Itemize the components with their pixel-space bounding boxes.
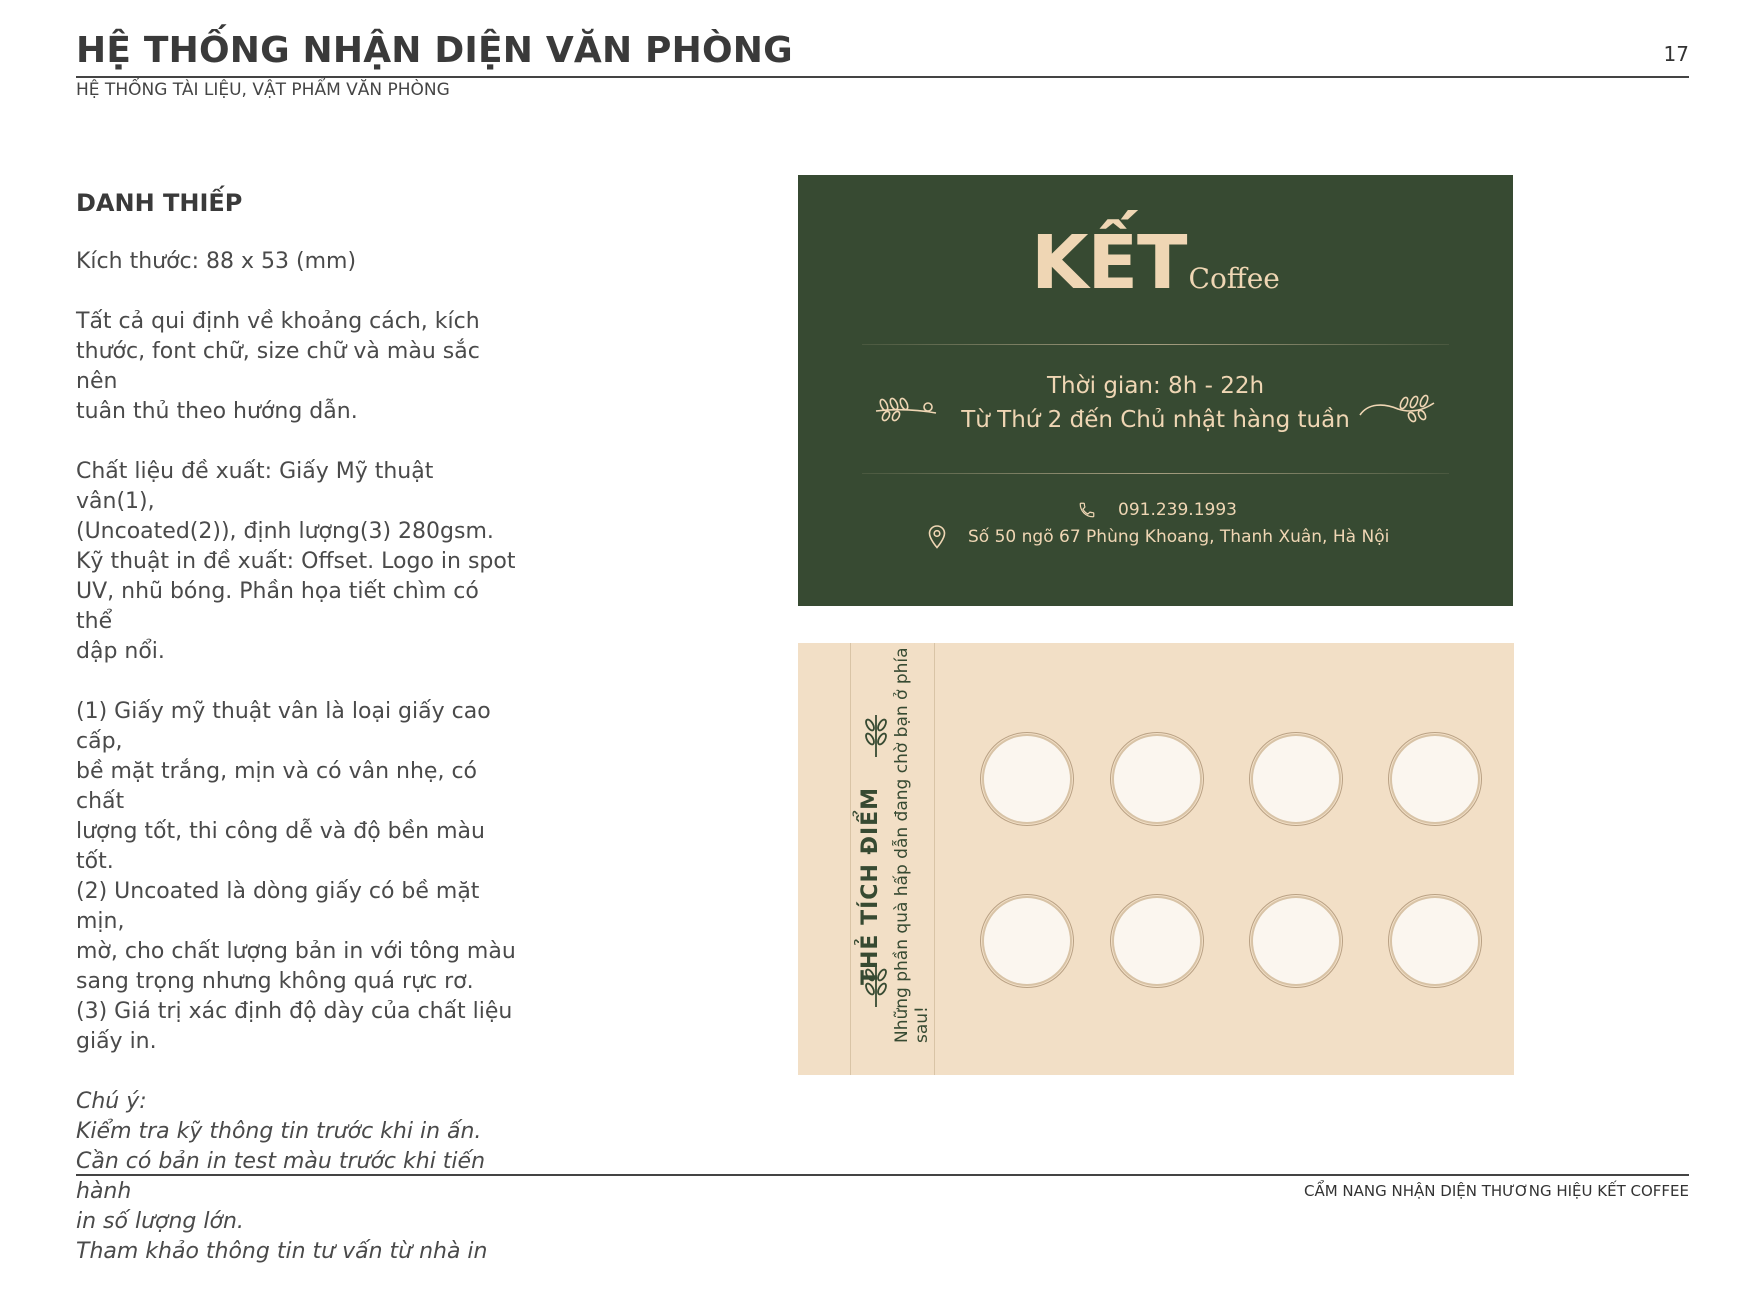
text-line: (2) Uncoated là dòng giấy có bề mặt mịn, (76, 879, 480, 934)
page-number: 17 (1663, 42, 1689, 66)
brand-logo (798, 220, 1513, 306)
text-line: UV, nhũ bóng. Phần họa tiết chìm có thể (76, 579, 479, 634)
text-line: Chất liệu đề xuất: Giấy Mỹ thuật vân(1), (76, 459, 434, 514)
loyalty-card-back (798, 643, 1514, 1075)
text-line: Tất cả qui định về khoảng cách, kích (76, 309, 480, 334)
stamp-slot (1392, 736, 1478, 822)
text-line: (3) Giá trị xác định độ dày của chất liệu (76, 999, 513, 1024)
logo-sub-text: Coffee (1188, 262, 1280, 295)
phone-number: 091.239.1993 (1118, 500, 1237, 520)
leaf-sprig-top-icon (863, 713, 889, 759)
phone-icon (1078, 501, 1096, 519)
card-divider-top (862, 344, 1449, 345)
description-column (76, 185, 516, 1297)
text-line: dập nổi. (76, 639, 165, 664)
address-text: Số 50 ngõ 67 Phùng Khoang, Thanh Xuân, Hà Nội (968, 527, 1390, 547)
text-line: tuân thủ theo hướng dẫn. (76, 399, 358, 424)
address-row (928, 525, 1389, 549)
loyalty-title: THẺ TÍCH ĐIỂM (858, 786, 883, 985)
text-line: Tham khảo thông tin tư vấn từ nhà in (76, 1239, 488, 1264)
stamp-slot (1392, 898, 1478, 984)
size-paragraph (76, 247, 516, 277)
location-pin-icon (928, 525, 946, 549)
text-line: mờ, cho chất lượng bản in với tông màu (76, 939, 516, 964)
page-title: HỆ THỐNG NHẬN DIỆN VĂN PHÒNG (76, 30, 793, 71)
stamp-slot (984, 736, 1070, 822)
stamp-slot (1114, 898, 1200, 984)
text-line: giấy in. (76, 1029, 157, 1054)
page-subtitle: HỆ THỐNG TÀI LIỆU, VẬT PHẨM VĂN PHÒNG (76, 80, 450, 100)
text-line: sang trọng nhưng không quá rực rơ. (76, 969, 474, 994)
loyalty-vertical-label (850, 643, 940, 1075)
stamp-slot (984, 898, 1070, 984)
card-divider-bottom (862, 473, 1449, 474)
material-paragraph (76, 457, 516, 667)
rules-paragraph (76, 307, 516, 427)
loyalty-subtitle: Những phần quà hấp dẫn đang chờ bạn ở phía sau! (892, 647, 932, 1043)
text-line: in số lượng lớn. (76, 1209, 244, 1234)
leaf-sprig-bottom-icon (863, 963, 889, 1009)
caution-heading: Chú ý: (76, 1089, 147, 1114)
footer-text: CẨM NANG NHẬN DIỆN THƯƠNG HIỆU KẾT COFFEE (1303, 1182, 1689, 1200)
size-line: Kích thước: 88 x 53 (mm) (76, 249, 357, 274)
stamp-slot (1253, 736, 1339, 822)
text-line: bề mặt trắng, mịn và có vân nhẹ, có chất (76, 759, 477, 814)
business-card-front (798, 175, 1513, 606)
text-line: Cần có bản in test màu trước khi tiến hành (76, 1149, 486, 1204)
opening-hours (798, 369, 1513, 437)
header-divider (76, 76, 1689, 78)
caution-paragraph (76, 1087, 516, 1267)
phone-row (1078, 500, 1237, 520)
text-line: Kiểm tra kỹ thông tin trước khi in ấn. (76, 1119, 482, 1144)
hours-time: Thời gian: 8h - 22h (1046, 373, 1265, 399)
stamp-slot (1253, 898, 1339, 984)
footer-divider (76, 1174, 1689, 1176)
text-line: thước, font chữ, size chữ và màu sắc nên (76, 339, 480, 394)
text-line: Kỹ thuật in đề xuất: Offset. Logo in spot (76, 549, 516, 574)
logo-main-text: KẾT (1031, 220, 1187, 306)
text-line: (1) Giấy mỹ thuật vân là loại giấy cao cấp, (76, 699, 491, 754)
section-title: DANH THIẾP (76, 189, 243, 217)
text-line: lượng tốt, thi công dễ và độ bền màu tốt. (76, 819, 485, 874)
hours-days: Từ Thứ 2 đến Chủ nhật hàng tuần (961, 407, 1350, 433)
notes-paragraph (76, 697, 516, 1057)
stamp-slot (1114, 736, 1200, 822)
text-line: (Uncoated(2)), định lượng(3) 280gsm. (76, 519, 494, 544)
